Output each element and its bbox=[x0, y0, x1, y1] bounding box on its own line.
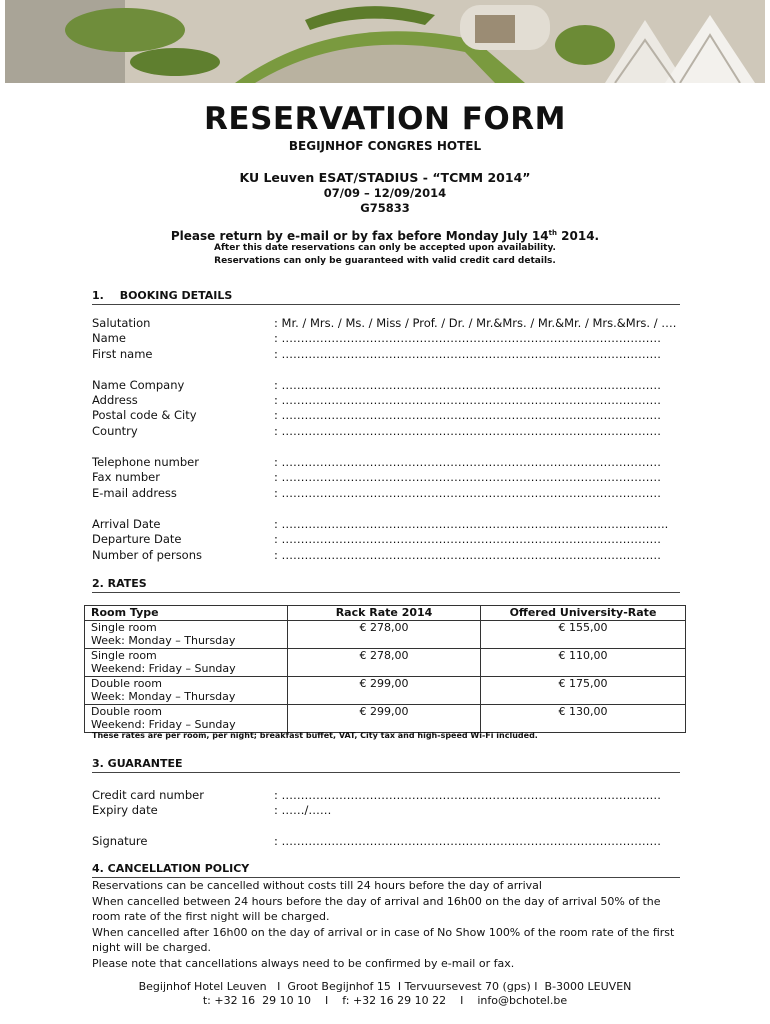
return-deadline-text: Please return by e-mail or by fax before Monday July 14 bbox=[170, 229, 549, 243]
field-value[interactable]: : ……………………………………………………………………………………… bbox=[274, 347, 662, 361]
field-label: Postal code & City bbox=[92, 408, 197, 422]
field-label: Name Company bbox=[92, 378, 185, 392]
offered-rate-cell: € 110,00 bbox=[481, 648, 686, 676]
rates-table bbox=[84, 605, 686, 733]
room-type: Single room bbox=[91, 620, 157, 634]
section-rates: 2. RATES bbox=[92, 577, 680, 593]
field-value[interactable]: : ……………………………………………………………………………………… bbox=[274, 393, 662, 407]
rack-rate-cell: € 278,00 bbox=[288, 648, 481, 676]
availability-note: After this date reservations can only be accepted upon availability. bbox=[214, 243, 556, 253]
return-deadline bbox=[0, 229, 770, 243]
rates-note: These rates are per room, per night; breakfast buffet, VAT, City tax and high-speed Wi-Fi included. bbox=[92, 731, 538, 740]
field-label: Address bbox=[92, 393, 138, 407]
room-type-cell bbox=[85, 648, 288, 676]
room-type-cell bbox=[85, 704, 288, 732]
table-row bbox=[85, 676, 686, 704]
table-header-row bbox=[85, 606, 686, 621]
room-type: Double room bbox=[91, 676, 162, 690]
offered-rate-cell: € 130,00 bbox=[481, 704, 686, 732]
field-label: Salutation bbox=[92, 316, 151, 330]
field-label: Country bbox=[92, 424, 138, 438]
guarantee-note: Reservations can only be guaranteed with valid credit card details. bbox=[214, 256, 556, 266]
section-cancellation: 4. CANCELLATION POLICY bbox=[92, 862, 680, 878]
section-guarantee: 3. GUARANTEE bbox=[92, 757, 680, 773]
field-label: Signature bbox=[92, 834, 148, 848]
footer-contact: t: +32 16 29 10 10 I f: +32 16 29 10 22 I info@bchotel.be bbox=[202, 994, 568, 1007]
hotel-name: BEGIJNHOF CONGRES HOTEL bbox=[288, 139, 482, 153]
field-value[interactable]: : ……………………………………………………………………………………… bbox=[274, 470, 662, 484]
room-type-cell bbox=[85, 676, 288, 704]
field-label: First name bbox=[92, 347, 153, 361]
footer-address: Begijnhof Hotel Leuven I Groot Begijnhof 15 I Tervuursevest 70 (gps) I B-3000 LEUVEN bbox=[138, 980, 632, 993]
offered-rate-cell: € 155,00 bbox=[481, 620, 686, 648]
section-number: 1. bbox=[92, 289, 104, 302]
policy-line: Reservations can be cancelled without costs till 24 hours before the day of arrival bbox=[92, 879, 542, 892]
field-label: Arrival Date bbox=[92, 517, 161, 531]
rack-rate-cell: € 299,00 bbox=[288, 676, 481, 704]
field-value[interactable]: : ……………………………………………………………………………………… bbox=[274, 455, 662, 469]
column-header: Rack Rate 2014 bbox=[288, 606, 481, 621]
table-row bbox=[85, 648, 686, 676]
room-period: Weekend: Friday – Sunday bbox=[91, 718, 236, 731]
policy-line: When cancelled after 16h00 on the day of arrival or in case of No Show 100% of the room rate of the first night will be charged. bbox=[92, 925, 675, 954]
room-period: Weekend: Friday – Sunday bbox=[91, 662, 236, 675]
event-dates: 07/09 – 12/09/2014 bbox=[323, 186, 447, 200]
field-label: Credit card number bbox=[92, 788, 204, 802]
room-type: Single room bbox=[91, 648, 157, 662]
policy-line: Please note that cancellations always need to be confirmed by e-mail or fax. bbox=[92, 956, 515, 970]
field-value[interactable]: : ……………………………………………………………………………………… bbox=[274, 834, 662, 848]
form-title: RESERVATION FORM bbox=[204, 101, 566, 137]
return-deadline-year: 2014. bbox=[556, 229, 600, 243]
table-row bbox=[85, 704, 686, 732]
field-value[interactable]: : ……………………………………………………………………………………… bbox=[274, 548, 662, 562]
field-value[interactable]: : ……………………………………………………………………………………… bbox=[274, 424, 662, 438]
table-row bbox=[85, 620, 686, 648]
field-label: Departure Date bbox=[92, 532, 182, 546]
rack-rate-cell: € 278,00 bbox=[288, 620, 481, 648]
garden-photo-illustration bbox=[5, 0, 765, 83]
field-label: Number of persons bbox=[92, 548, 203, 562]
return-deadline-sup: th bbox=[548, 229, 557, 237]
header-banner-photo bbox=[5, 0, 765, 83]
section-booking-details bbox=[92, 289, 680, 305]
column-header: Room Type bbox=[85, 606, 288, 621]
room-type: Double room bbox=[91, 704, 162, 718]
room-period: Week: Monday – Thursday bbox=[91, 634, 236, 647]
cancellation-policy-text bbox=[92, 878, 682, 971]
field-value[interactable]: : ……………………………………………………………………………………… bbox=[274, 331, 662, 345]
field-value[interactable]: : Mr. / Mrs. / Ms. / Miss / Prof. / Dr. / Mr.&Mrs. / Mr.&Mr. / Mrs.&Mrs. / …. bbox=[274, 316, 677, 330]
field-value[interactable]: : ……………………………………………………………………………………… bbox=[274, 532, 662, 546]
field-value[interactable]: : ……………………………………………………………………………………… bbox=[274, 788, 662, 802]
field-value[interactable]: : ……………………………………………………………………………………… bbox=[274, 378, 662, 392]
field-value[interactable]: : ……/…… bbox=[274, 803, 332, 817]
field-value[interactable]: : ……………………………………………………………………………………….. bbox=[274, 517, 669, 531]
room-period: Week: Monday – Thursday bbox=[91, 690, 236, 703]
field-value[interactable]: : ……………………………………………………………………………………… bbox=[274, 408, 662, 422]
offered-rate-cell: € 175,00 bbox=[481, 676, 686, 704]
field-label: E-mail address bbox=[92, 486, 177, 500]
field-label: Expiry date bbox=[92, 803, 158, 817]
column-header: Offered University-Rate bbox=[481, 606, 686, 621]
rack-rate-cell: € 299,00 bbox=[288, 704, 481, 732]
room-type-cell bbox=[85, 620, 288, 648]
field-label: Telephone number bbox=[92, 455, 199, 469]
event-name: KU Leuven ESAT/STADIUS - “TCMM 2014” bbox=[239, 170, 531, 185]
policy-line: When cancelled between 24 hours before the day of arrival and 16h00 on the day of arrival 50% of the room rate of the first night will be charged. bbox=[92, 894, 661, 923]
field-label: Fax number bbox=[92, 470, 160, 484]
group-code: G75833 bbox=[360, 201, 410, 215]
field-label: Name bbox=[92, 331, 126, 345]
field-value[interactable]: : ……………………………………………………………………………………… bbox=[274, 486, 662, 500]
section-title: BOOKING DETAILS bbox=[119, 289, 233, 302]
